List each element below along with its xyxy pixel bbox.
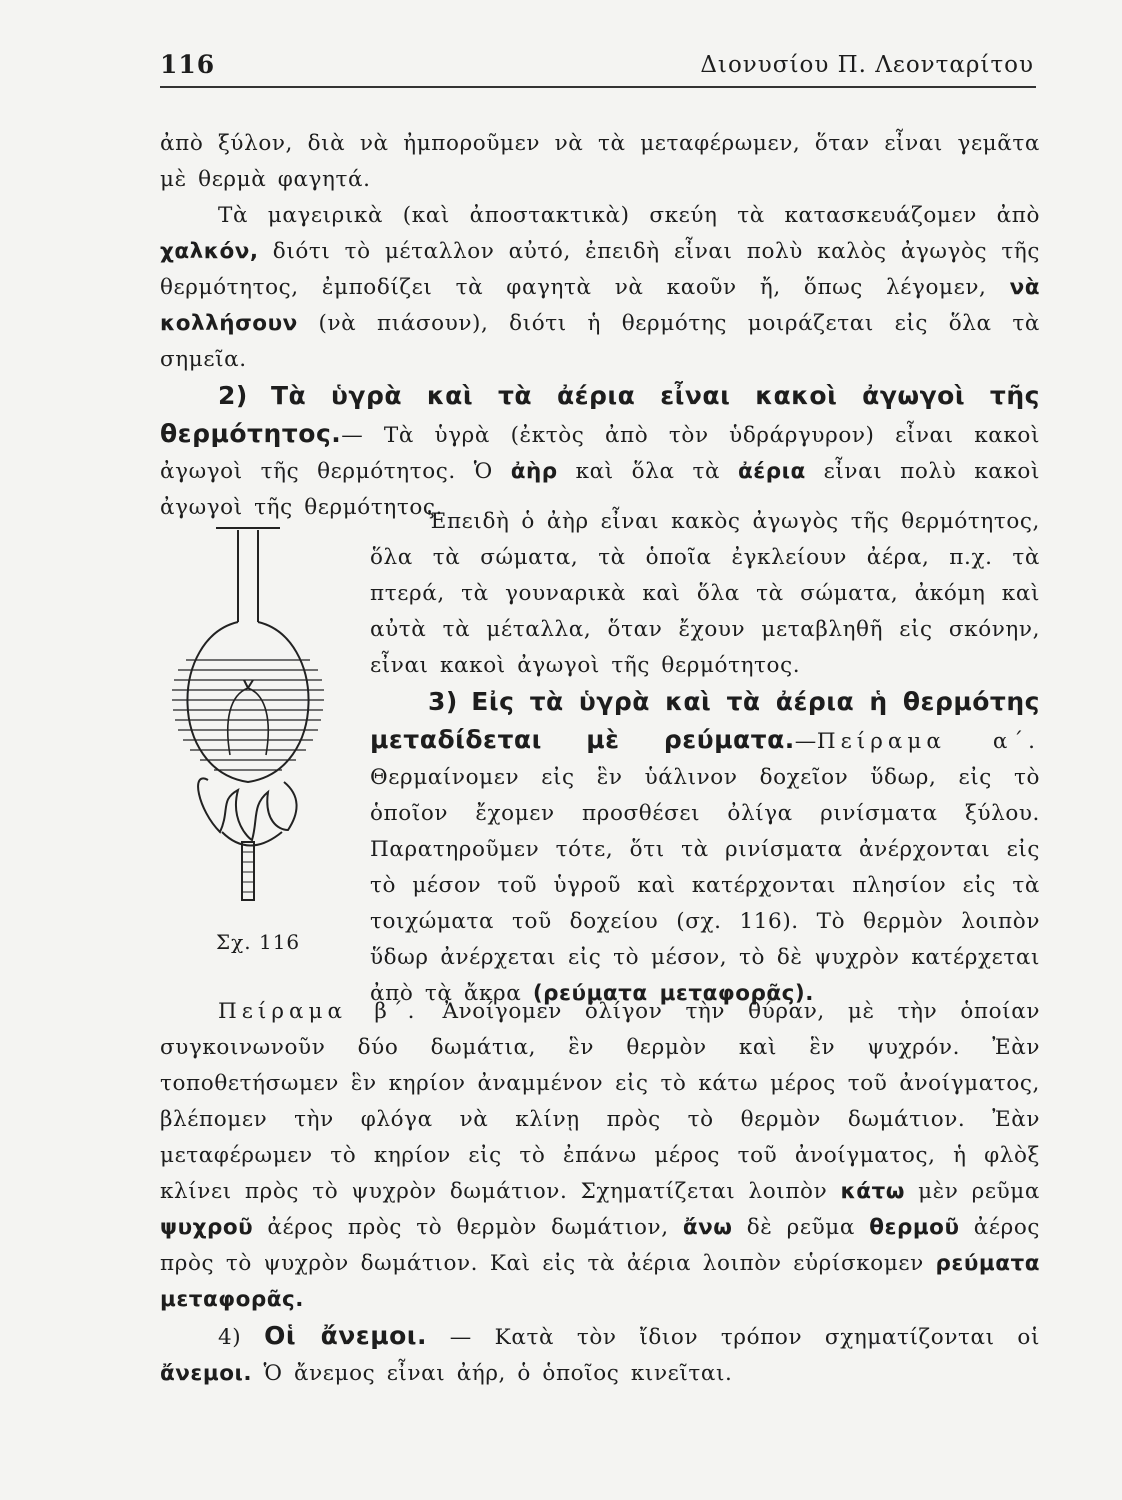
bold-term: νὰ κολλήσουν xyxy=(160,275,1040,336)
section-2-paragraph: 2) Τὰ ὑγρὰ καὶ τὰ ἀέρια εἶναι κακοὶ ἀγωγοὶ τῆς θερμότητος.— Τὰ ὑγρὰ (ἐκτὸς ἀπὸ τὸν ὑδράργυρον) εἶναι κακοὶ ἀγωγοὶ τῆς θερμότητος. Ὁ ἀὴρ καὶ ὅλα τὰ ἀέρια εἶναι πολὺ κακοὶ ἀγωγοὶ τῆς θερμότητος. xyxy=(160,381,1041,520)
bold-term: (ρεύματα μεταφορᾶς). xyxy=(532,981,814,1006)
experiment-label: Πείραμα α΄. xyxy=(816,729,1040,754)
bold-term: ἀὴρ xyxy=(510,459,558,484)
running-title: Διονυσίου Π. Λεονταρίτου xyxy=(700,52,1034,78)
experiment-label: Πείραμα β΄. xyxy=(218,999,420,1024)
section-heading: Οἱ ἄνεμοι. xyxy=(264,1321,428,1350)
section-number: 4) xyxy=(218,1325,242,1350)
text-block-top xyxy=(160,126,1040,526)
bold-term: ἄνεμοι. xyxy=(160,1361,253,1386)
section-heading: Εἰς τὰ ὑγρὰ καὶ τὰ ἀέρια ἡ θερμότης μεταδίδεται μὲ ρεύματα. xyxy=(370,687,1040,754)
section-number: 2) xyxy=(218,381,248,410)
figure-flask xyxy=(160,520,350,980)
section-3-paragraph: 3) Εἰς τὰ ὑγρὰ καὶ τὰ ἀέρια ἡ θερμότης μεταδίδεται μὲ ρεύματα.—Πείραμα α΄. Θερμαίνομεν εἰς ἓν ὑάλινον δοχεῖον ὕδωρ, εἰς τὸ ὁποῖον ἔχομεν προσθέσει ὀλίγα ρινίσματα ξύλου. Παρατηροῦμεν τότε, ὅτι τὰ ρινίσματα ἀνέρχονται εἰς τὸ μέσον τοῦ ὑγροῦ καὶ κατέρχονται πλησίον εἰς τὰ τοιχώματα τοῦ δοχείου (σχ. 116). Τὸ θερμὸν λοιπὸν ὕδωρ ἀνέρχεται εἰς τὸ μέσον, τὸ δὲ ψυχρὸν κατέρχεται ἀπὸ τὰ ἄκρα (ρεύματα μεταφορᾶς). xyxy=(370,687,1040,1006)
bold-term: χαλκόν, xyxy=(160,239,259,264)
section-number: 3) xyxy=(428,687,458,716)
bold-term: ἄνω xyxy=(682,1215,733,1240)
header-rule xyxy=(160,86,1036,88)
bold-term: ἀέρια xyxy=(737,459,806,484)
text-block-beside-figure xyxy=(370,504,1040,1012)
page-header xyxy=(160,44,1040,88)
text-block-bottom xyxy=(160,994,1040,1392)
paragraph: ἀπὸ ξύλον, διὰ νὰ ἠμποροῦμεν νὰ τὰ μεταφέρωμεν, ὅταν εἶναι γεμᾶτα μὲ θερμὰ φαγητά. xyxy=(160,131,1040,192)
bold-term: θερμοῦ xyxy=(869,1215,960,1240)
paragraph: Πείραμα β΄. Ἀνοίγομεν ὀλίγον τὴν θύραν, μὲ τὴν ὁποίαν συγκοινωνοῦν δύο δωμάτια, ἓν θερμὸν καὶ ἓν ψυχρόν. Ἐὰν τοποθετήσωμεν ἓν κηρίον ἀναμμένον εἰς τὸ κάτω μέρος τοῦ ἀνοίγματος, βλέπομεν τὴν φλόγα νὰ κλίνῃ πρὸς τὸ θερμὸν δωμάτιον. Ἐὰν μεταφέρωμεν τὸ κηρίον εἰς τὸ ἐπάνω μέρος τοῦ ἀνοίγματος, ἡ φλὸξ κλίνει πρὸς τὸ ψυχρὸν δωμάτιον. Σχηματίζεται λοιπὸν κάτω μὲν ρεῦμα ψυχροῦ ἀέρος πρὸς τὸ θερμὸν δωμάτιον, ἄνω δὲ ρεῦμα θερμοῦ ἀέρος πρὸς τὸ ψυχρὸν δωμάτιον. Καὶ εἰς τὰ ἀέρια λοιπὸν εὑρίσκομεν ρεύματα μεταφορᾶς. xyxy=(160,999,1041,1312)
section-heading: Τὰ ὑγρὰ καὶ τὰ ἀέρια εἶναι κακοὶ ἀγωγοὶ τῆς θερμότητος. xyxy=(160,381,1041,448)
paragraph: Ἐπειδὴ ὁ ἀὴρ εἶναι κακὸς ἀγωγὸς τῆς θερμότητος, ὅλα τὰ σώματα, τὰ ὁποῖα ἐγκλείουν ἀέρα, π.χ. τὰ πτερά, τὰ γουναρικὰ καὶ ὅλα τὰ σώματα, ἀκόμη καὶ αὐτὰ τὰ μέταλλα, ὅταν ἔχουν μεταβληθῆ εἰς σκόνην, εἶναι κακοὶ ἀγωγοὶ τῆς θερμότητος. xyxy=(370,509,1040,678)
bold-term: ψυχροῦ xyxy=(160,1215,254,1240)
figure-caption: Σχ. 116 xyxy=(216,930,301,954)
page-number: 116 xyxy=(160,50,216,79)
paragraph: Τὰ μαγειρικὰ (καὶ ἀποστακτικὰ) σκεύη τὰ κατασκευάζομεν ἀπὸ χαλκόν, διότι τὸ μέταλλον αὐτό, ἐπειδὴ εἶναι πολὺ καλὸς ἀγωγὸς τῆς θερμότητος, ἐμποδίζει τὰ φαγητὰ νὰ καοῦν ἤ, ὅπως λέγομεν, νὰ κολλήσουν (νὰ πιάσουν), διότι ἡ θερμότης μοιράζεται εἰς ὅλα τὰ σημεῖα. xyxy=(160,203,1040,372)
bold-term: κάτω xyxy=(840,1179,905,1204)
bold-term: ρεύματα μεταφορᾶς. xyxy=(160,1251,1040,1312)
section-4-paragraph: 4) Οἱ ἄνεμοι. — Κατὰ τὸν ἴδιον τρόπον σχηματίζονται οἱ ἄνεμοι. Ὁ ἄνεμος εἶναι ἀήρ, ὁ ὁποῖος κινεῖται. xyxy=(160,1321,1040,1386)
round-bottom-flask-over-flame-icon xyxy=(160,520,350,920)
